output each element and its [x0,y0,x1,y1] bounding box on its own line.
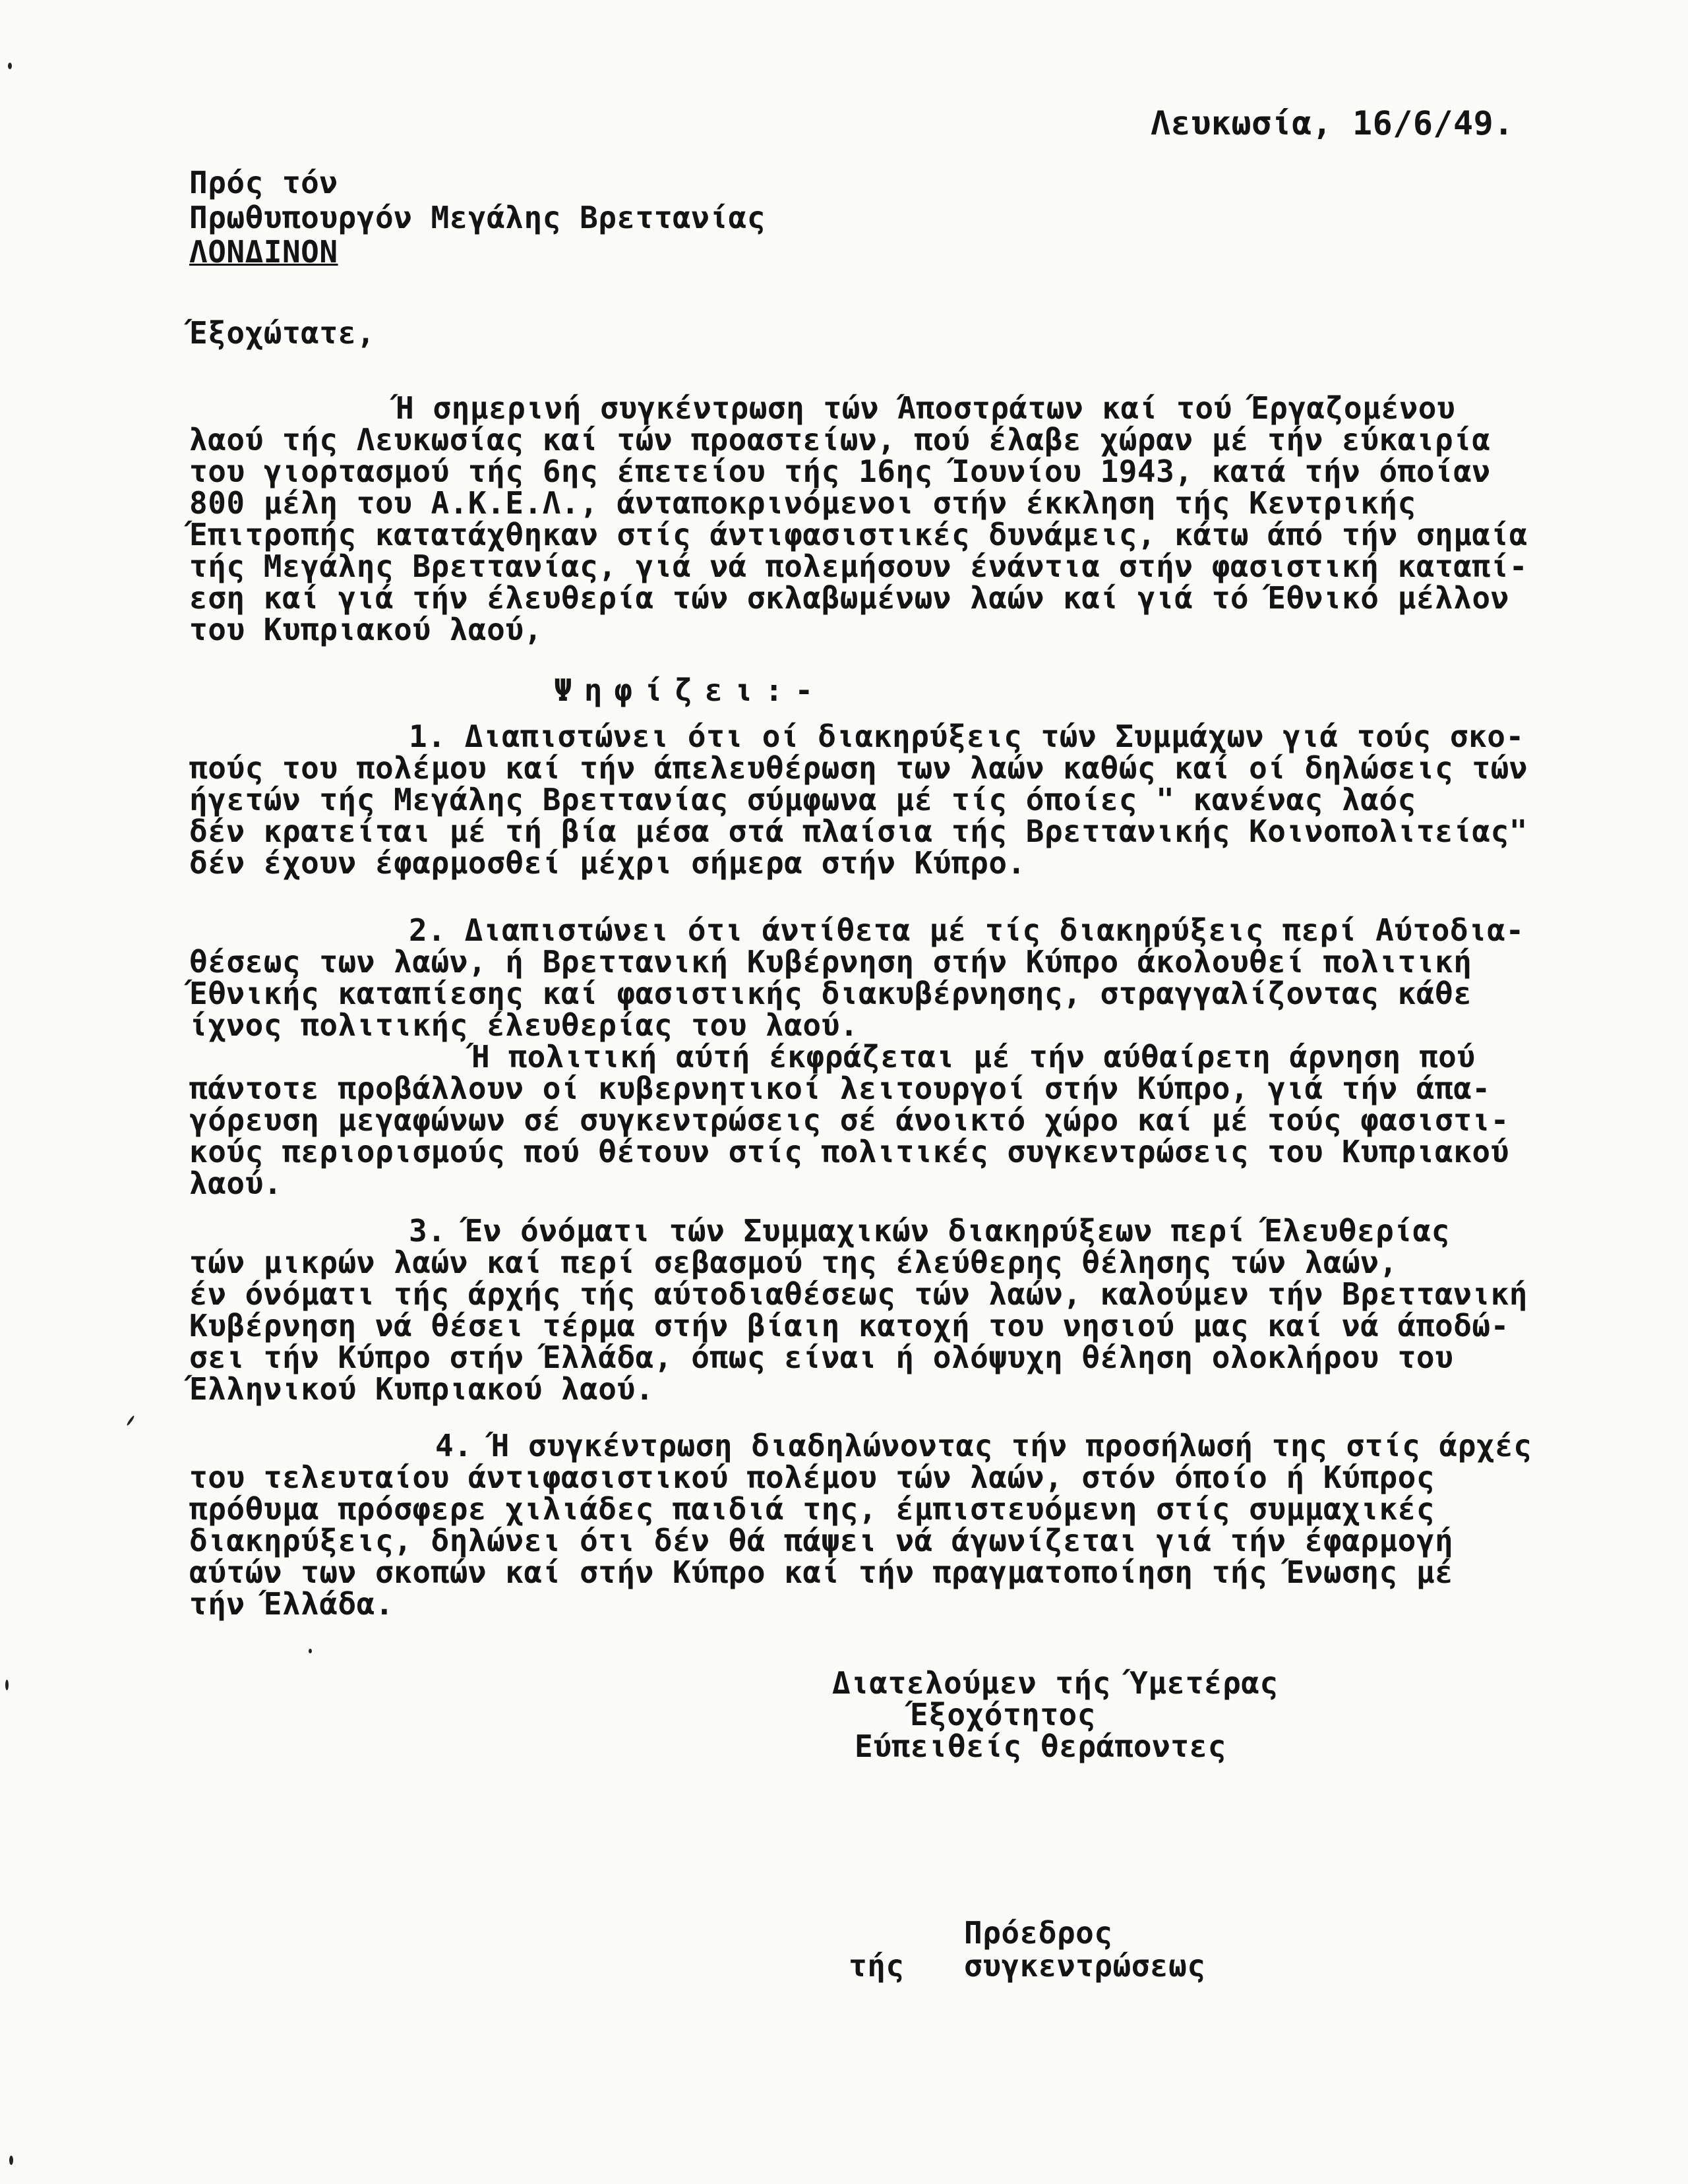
point-3-line: έν όνόματι τής άρχής τής αύτοδιαθέσεως τών λαών, καλούμεν τήν Βρεττανική [189,1276,1528,1312]
point-2b-line: κούς περιορισμούς πού θέτουν στίς πολιτικές συγκεντρώσεις του Κυπριακού [189,1134,1509,1169]
signature-assembly: συγκεντρώσεως [964,1948,1206,1984]
scan-speck [5,1680,9,1690]
intro-line: του γιορτασμού τής 6ης έπετείου τής 16ης Ίουνίου 1943, κατά τήν όποίαν [189,454,1491,489]
point-4-line: του τελευταίου άντιφασιστικού πολέμου τών λαών, στόν όποίο ή Κύπρος [189,1460,1435,1495]
point-2-line: θέσεως των λαών, ή Βρεττανική Κυβέρνηση στήν Κύπρο άκολουθεί πολιτική [189,944,1472,980]
salutation: Έξοχώτατε, [189,315,375,351]
scan-speck [126,1415,135,1426]
letter-date: Λευκωσία, 16/6/49. [1151,104,1514,142]
point-1-line: πούς του πολέμου καί τήν άπελευθέρωση των λαών καθώς καί οί δηλώσεις τών [189,750,1528,786]
scan-speck [8,63,12,69]
intro-line: εση καί γιά τήν έλευθερία τών σκλαβωμένων λαών καί γιά τό Έθνικό μέλλον [189,580,1509,616]
point-4-line: αύτών των σκοπών καί στήν Κύπρο καί τήν πραγματοποίηση τής Ένωσης μέ [189,1554,1454,1590]
point-2-line: ίχνος πολιτικής έλευθερίας του λαού. [189,1007,859,1043]
point-2-line: 2. Διαπιστώνει ότι άντίθετα μέ τίς διακηρύξεις περί Αύτοδια- [409,912,1524,948]
point-3-line: σει τήν Κύπρο στήν Έλλάδα, όπως είναι ή ολόψυχη θέληση ολοκλήρου του [189,1340,1454,1375]
point-4-line: διακηρύξεις, δηλώνει ότι δέν θά πάψει νά άγωνίζεται γιά τήν έφαρμογή [189,1523,1454,1558]
point-2b-line: γόρευση μεγαφώνων σέ συγκεντρώσεις σέ άνοικτό χώρο καί μέ τούς φασιστι- [189,1102,1509,1138]
point-1-line: δέν κρατείται μέ τή βία μέσα στά πλαίσια τής Βρεττανικής Κοινοπολιτείας" [189,813,1528,849]
point-3-line: Έλληνικού Κυπριακού λαού. [189,1371,654,1407]
point-3-line: 3. Έν όνόματι τών Συμμαχικών διακηρύξεων περί Έλευθερίας [409,1213,1450,1249]
point-1-line: ήγετών τής Μεγάλης Βρεττανίας σύμφωνα μέ τίς όποίες " κανένας λαός [189,782,1416,817]
point-2b-line: Ή πολιτική αύτή έκφράζεται μέ τήν αύθαίρετη άρνηση πού [471,1039,1476,1075]
point-4-line: τήν Έλλάδα. [189,1586,394,1622]
point-4-line: πρόθυμα πρόσφερε χιλιάδες παιδιά της, έμπιστευόμενη στίς συμμαχικές [189,1491,1435,1527]
closing-line: Έξοχότητος [910,1697,1096,1732]
intro-line: του Κυπριακού λαού, [189,612,543,647]
signature-title: Πρόεδρος [964,1915,1113,1951]
recipient-line-3: ΛΟΝΔΙΝΟΝ [189,234,338,270]
point-3-line: τών μικρών λαών καί περί σεβασμού της έλεύθερης θέλησης τών λαών, [189,1245,1398,1280]
scan-speck [9,2156,13,2165]
point-3-line: Κυβέρνηση νά θέσει τέρμα στήν βίαιη κατοχή του νησιού μας καί νά άποδώ- [189,1308,1509,1343]
point-2b-line: λαού. [189,1166,282,1201]
recipient-line-2: Πρωθυπουργόν Μεγάλης Βρεττανίας [189,200,766,235]
point-2-line: Έθνικής καταπίεσης καί φασιστικής διακυβέρνησης, στραγγαλίζοντας κάθε [189,976,1472,1011]
intro-line: Ή σημερινή συγκέντρωση τών Άποστράτων καί τού Έργαζομένου [396,390,1456,426]
intro-line: 800 μέλη του Α.Κ.Ε.Λ., άνταποκρινόμενοι στήν έκκληση τής Κεντρικής [189,485,1416,521]
point-1-line: 1. Διαπιστώνει ότι οί διακηρύξεις τών Συμμάχων γιά τούς σκο- [409,719,1524,754]
point-1-line: δέν έχουν έφαρμοσθεί μέχρι σήμερα στήν Κύπρο. [189,845,1026,881]
intro-line: Έπιτροπής κατατάχθηκαν στίς άντιφασιστικές δυνάμεις, κάτω άπό τήν σημαία [189,517,1528,552]
signature-of: τής [849,1948,905,1984]
resolves-heading: Ψηφίζει:- [554,672,826,708]
closing-line: Διατελούμεν τής Ύμετέρας [832,1665,1279,1701]
recipient-line-1: Πρός τόν [189,165,338,200]
point-4-line: 4. Ή συγκέντρωση διαδηλώνοντας τήν προσήλωσή της στίς άρχές [435,1428,1532,1463]
intro-line: λαού τής Λευκωσίας καί τών προαστείων, πού έλαβε χώραν μέ τήν εύκαιρία [189,422,1491,457]
scan-speck [309,1649,312,1653]
point-2b-line: πάντοτε προβάλλουν οί κυβερνητικοί λειτουργοί στήν Κύπρο, γιά τήν άπα- [189,1071,1491,1106]
intro-line: τής Μεγάλης Βρεττανίας, γιά νά πολεμήσουν ένάντια στήν φασιστική καταπί- [189,548,1528,584]
closing-line: Εύπειθείς θεράποντες [855,1728,1226,1764]
